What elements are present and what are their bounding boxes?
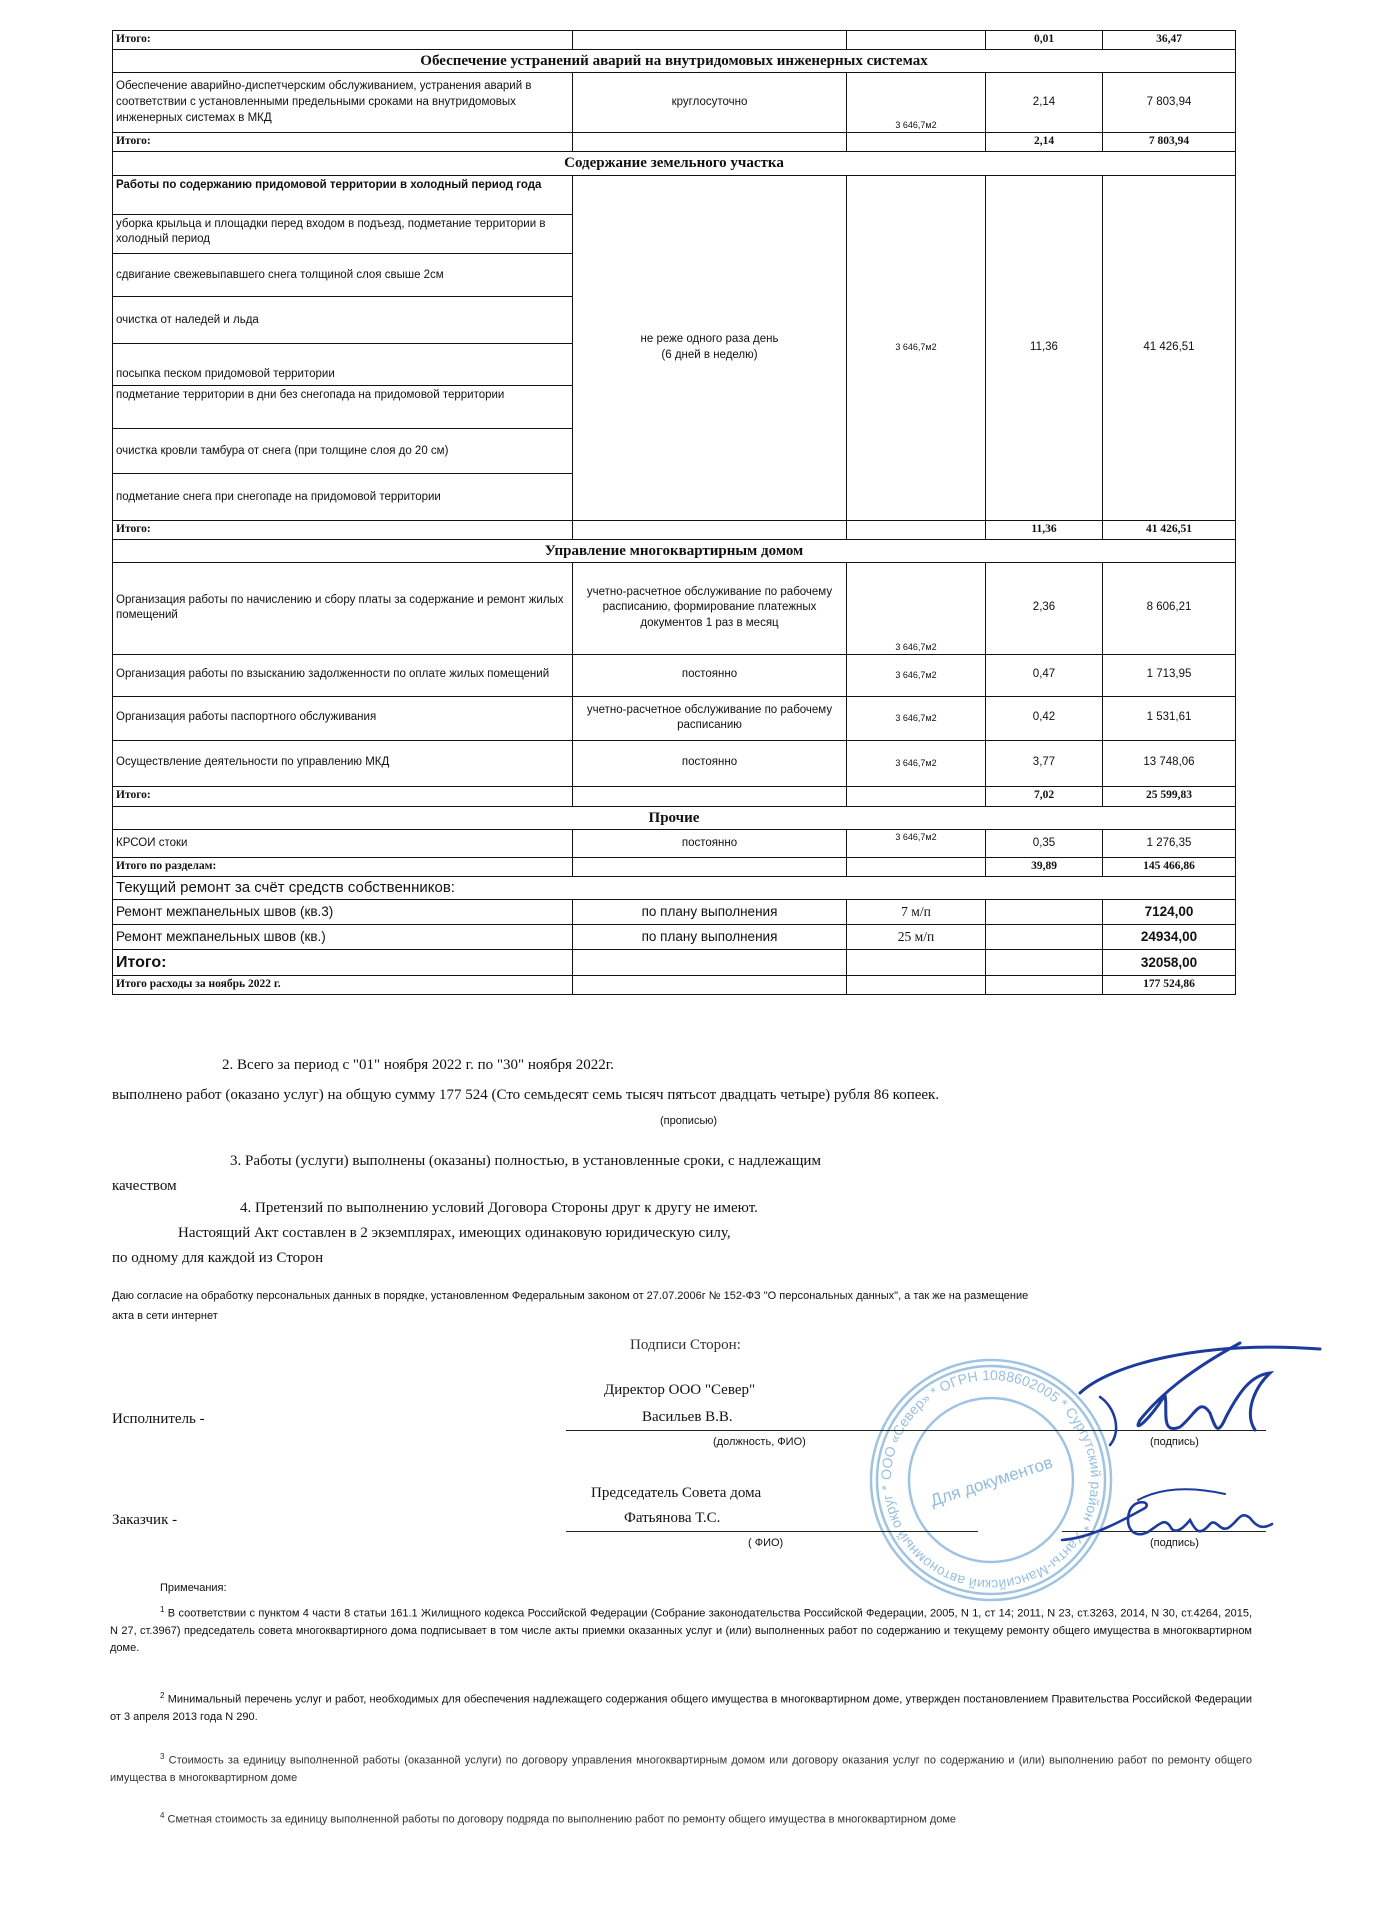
total-row: Итого расходы за ноябрь 2022 г. 177 524,86 xyxy=(113,976,1236,995)
itogo-row-management: Итого: 7,02 25 599,83 xyxy=(113,786,1236,806)
paragraph-3-line-2: качеством xyxy=(112,1178,177,1194)
paragraph-2-line-1: 2. Всего за период с "01" ноября 2022 г. по "30" ноября 2022г. xyxy=(222,1057,614,1073)
land-area: 3 646,7м2 xyxy=(847,175,986,520)
paragraph-5-line-1: Настоящий Акт составлен в 2 экземплярах, имеющих одинаковую юридическую силу, xyxy=(178,1225,731,1241)
services-table xyxy=(112,30,1236,995)
table-row: Организация работы по взысканию задолженности по оплате жилых помещений постоянно 3 646,7м2 0,47 1 713,95 xyxy=(113,654,1236,696)
customer-signature xyxy=(1050,1480,1280,1560)
land-frequency: не реже одного раза день xyxy=(640,332,779,345)
land-rate: 11,36 xyxy=(986,175,1103,520)
land-block-row: Работы по содержанию придомовой территории в холодный период года уборка крыльца и площадки перед входом в подъезд, подметание территории в холодный период сдвигание свежевыпавшего снега толщиной слоя свыше 2см очистка от наледей и льда посыпка песком придомовой территории подметание территории в дни без снегопада на придомовой территории очистка кровли тамбура от снега (при толщине слоя до 20 см) подметание снега при снегопаде на придомовой территории не реже одного раза день (6 дней в неделю) 3 646,7м2 11,36 41 426,51 xyxy=(113,175,1236,520)
paragraph-3-line-1: 3. Работы (услуги) выполнены (оказаны) полностью, в установленные сроки, с надлежащим xyxy=(230,1153,821,1169)
table-row: Ремонт межпанельных швов (кв.) по плану выполнения 25 м/п 24934,00 xyxy=(113,925,1236,950)
land-item-0: Работы по содержанию придомовой территории в холодный период года xyxy=(113,176,572,215)
table-row: Обеспечение аварийно-диспетчерским обслуживанием, устранения аварий в соответствии с установленными предельными сроками на внутридомовых инженерных системах в МКД круглосуточно 3 646,7м2 2,14 7 803,94 xyxy=(113,73,1236,133)
paragraph-4: 4. Претензий по выполнению условий Договора Стороны друг к другу не имеют. xyxy=(240,1200,758,1216)
land-item-1: уборка крыльца и площадки перед входом в подъезд, подметание территории в холодный период xyxy=(113,215,572,254)
land-item-6: очистка кровли тамбура от снега (при толщине слоя до 20 см) xyxy=(113,429,572,474)
table-row: КРСОИ стоки постоянно 3 646,7м2 0,35 1 276,35 xyxy=(113,830,1236,858)
section-header-management: Управление многоквартирным домом xyxy=(113,539,1236,562)
note-2: $^2$ Минимальный перечень услуг и работ, необходимых для обеспечения надлежащего содержания общего имущества в многоквартирном доме, утвержден постановлением Правительства Российской Федерации от 3 апреля 2013 года N 290. xyxy=(110,1691,1252,1723)
note-4: $^4$ Сметная стоимость за единицу выполненной работы по договору подряда по выполнению работ по ремонту общего имущества в многоквартирном доме xyxy=(160,1811,957,1826)
paragraph-5-line-2: по одному для каждой из Сторон xyxy=(112,1250,324,1266)
section-header-land: Содержание земельного участка xyxy=(113,152,1236,175)
land-item-7: подметание снега при снегопаде на придомовой территории xyxy=(116,490,441,503)
signatures-heading: Подписи Сторон: xyxy=(630,1337,741,1353)
executor-signature xyxy=(1040,1335,1340,1455)
executor-name: Васильев В.В. xyxy=(642,1409,733,1425)
section-header-accident: Обеспечение устранений аварий на внутридомовых инженерных системах xyxy=(113,50,1236,73)
customer-label: Заказчик - xyxy=(112,1512,178,1528)
land-sum: 41 426,51 xyxy=(1103,175,1236,520)
consent-line-2: акта в сети интернет xyxy=(112,1310,218,1322)
in-words-caption: (прописью) xyxy=(660,1115,718,1127)
table-row: Ремонт межпанельных швов (кв.3) по плану выполнения 7 м/п 7124,00 xyxy=(113,900,1236,925)
notes-title: Примечания: xyxy=(160,1582,227,1594)
itogo-row-repair: Итого: 32058,00 xyxy=(113,950,1236,976)
paragraph-2-line-2: выполнено работ (оказано услуг) на общую сумму 177 524 (Сто семьдесят семь тысяч пятьсот двадцать четыре) рубля 86 копеек. xyxy=(112,1087,940,1103)
customer-position: Председатель Совета дома xyxy=(591,1485,762,1501)
stamp-center-text: Для документов xyxy=(927,1452,1055,1511)
stamp-ring-text: ООО «Север» * ОГРН 1088602005 * Сургутский район * Ханты-Мансийский автономный округ * xyxy=(877,1366,1105,1594)
itogo-row-sections: Итого по разделам: 39,89 145 466,86 xyxy=(113,858,1236,877)
consent-line-1: Даю согласие на обработку персональных данных в порядке, установленном Федеральным законом от 27.07.2006г № 152-ФЗ "О персональных данных", а так же на размещение xyxy=(112,1290,1029,1302)
executor-position: Директор ООО "Север" xyxy=(604,1382,756,1398)
executor-caption: (должность, ФИО) xyxy=(713,1436,806,1448)
note-3: $^3$ Стоимость за единицу выполненной работы (оказанной услуги) по договору управления многоквартирным домом или договору оказания услуг по содержанию и (или) выполнению работ по ремонту общего имущества в многоквартирном доме xyxy=(110,1752,1252,1784)
executor-sign-caption: (подпись) xyxy=(1150,1436,1199,1448)
itogo-row-top: Итого: 0,01 36,47 xyxy=(113,31,1236,50)
repair-header-row: Текущий ремонт за счёт средств собственников: xyxy=(113,877,1236,900)
customer-name: Фатьянова Т.С. xyxy=(624,1510,721,1526)
executor-label: Исполнитель - xyxy=(112,1411,205,1427)
itogo-row-accident: Итого: 2,14 7 803,94 xyxy=(113,133,1236,152)
land-item-5: подметание территории в дни без снегопада на придомовой территории xyxy=(113,386,572,429)
customer-fio-line xyxy=(566,1531,978,1532)
land-item-4: посыпка песком придомовой территории xyxy=(113,344,572,386)
itogo-row-land: Итого: 11,36 41 426,51 xyxy=(113,520,1236,539)
table-row: Организация работы по начислению и сбору платы за содержание и ремонт жилых помещений учетно-расчетное обслуживание по рабочему расписанию, формирование платежных документов 1 раз в месяц 3 646,7м2 2,36 8 606,21 xyxy=(113,562,1236,654)
table-row: Организация работы паспортного обслуживания учетно-расчетное обслуживание по рабочему расписанию 3 646,7м2 0,42 1 531,61 xyxy=(113,696,1236,740)
land-item-3: очистка от наледей и льда xyxy=(113,297,572,344)
section-header-other: Прочие xyxy=(113,806,1236,829)
table-row: Осуществление деятельности по управлению МКД постоянно 3 646,7м2 3,77 13 748,06 xyxy=(113,740,1236,786)
customer-sign-caption: (подпись) xyxy=(1150,1537,1199,1549)
note-1: $^1$ В соответствии с пунктом 4 части 8 статьи 161.1 Жилищного кодекса Российской Федерации (Собрание законодательства Российской Федерации, 2005, N 1, ст 14; 2011, N 23, ст.3263, 2014, N 30, ст.4264, 2015, N 27, ст.3967) председатель совета многоквартирного дома подписывает в том числе акты приемки оказанных услуг и (или) выполненных работ по содержанию и текущему ремонту общего имущества в многоквартирном доме. xyxy=(110,1605,1252,1654)
land-item-2: сдвигание свежевыпавшего снега толщиной слоя свыше 2см xyxy=(113,254,572,297)
customer-caption: ( ФИО) xyxy=(748,1537,784,1549)
